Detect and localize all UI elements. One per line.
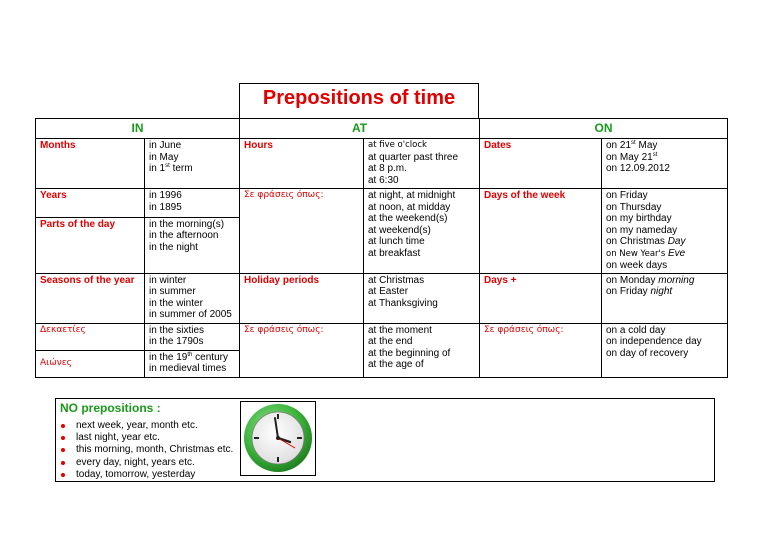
header-at: AT xyxy=(240,119,480,139)
value-line: on Friday xyxy=(606,190,648,201)
value-line: at the beginning of xyxy=(368,347,451,359)
list-item: this morning, month, Christmas etc. xyxy=(60,444,233,456)
value-line: in summer of 2005 xyxy=(149,309,232,320)
value-line: on 21st May xyxy=(606,140,658,151)
dates-label: Dates xyxy=(480,139,602,189)
value-line: in the 1790s xyxy=(149,336,204,347)
value-line: on my nameday xyxy=(606,224,678,236)
value-line: at Easter xyxy=(368,286,409,297)
holidays-values xyxy=(364,273,480,323)
phrases-on-values xyxy=(602,323,728,377)
phrases-on-label: Σε φράσεις όπως: xyxy=(480,323,602,377)
value-line: at breakfast xyxy=(368,247,421,259)
value-line: at noon, at midday xyxy=(368,201,451,213)
value-line: in medieval times xyxy=(149,363,227,374)
hours-values xyxy=(364,139,480,189)
value-line: on Christmas Day xyxy=(606,236,686,247)
header-in: IN xyxy=(36,119,240,139)
value-line: at the age of xyxy=(368,359,424,370)
table-row xyxy=(36,323,728,350)
centuries-values xyxy=(145,350,240,377)
holidays-label: Holiday periods xyxy=(240,273,364,323)
value-line: on 12.09.2012 xyxy=(606,163,670,174)
value-line: in June xyxy=(149,140,182,151)
value-line: in May xyxy=(149,151,179,163)
clock-image-frame xyxy=(240,401,316,476)
parts-of-day-values xyxy=(145,217,240,273)
value-line: at five o'clock xyxy=(368,140,427,150)
page-title: Prepositions of time xyxy=(239,83,479,118)
phrases-at2-values xyxy=(364,323,480,377)
phrases-at-label: Σε φράσεις όπως: xyxy=(240,189,364,274)
bullet-icon xyxy=(61,448,65,452)
years-label: Years xyxy=(36,189,145,218)
days-values xyxy=(602,189,728,274)
value-line: on Thursday xyxy=(606,201,662,213)
days-plus-label: Days + xyxy=(480,273,602,323)
value-line: at Christmas xyxy=(368,274,425,286)
value-line: on Monday morning xyxy=(606,274,695,286)
value-line: in 1895 xyxy=(149,201,182,213)
value-line: on Friday night xyxy=(606,286,673,297)
table-row xyxy=(36,139,728,189)
list-item: last night, year etc. xyxy=(60,432,233,444)
value-line: at Thanksgiving xyxy=(368,297,438,309)
seasons-label: Seasons of the year xyxy=(36,273,145,323)
value-line: at 8 p.m. xyxy=(368,163,407,174)
list-item: next week, year, month etc. xyxy=(60,420,233,432)
days-plus-values xyxy=(602,273,728,323)
clock-icon xyxy=(241,402,315,475)
bullet-icon xyxy=(61,424,65,428)
value-line: in the sixties xyxy=(149,324,205,336)
list-item: today, tomorrow, yesterday xyxy=(60,469,233,481)
no-prepositions-list xyxy=(60,420,233,481)
value-line: in the afternoon xyxy=(149,230,219,242)
value-line: at quarter past three xyxy=(368,151,459,163)
value-line: on New Year's Eve xyxy=(606,247,686,259)
value-line: in the night xyxy=(149,241,198,253)
no-prepositions-title: NO prepositions : xyxy=(60,401,161,415)
phrases-at-values xyxy=(364,189,480,274)
phrases-at2-label: Σε φράσεις όπως: xyxy=(240,323,364,377)
value-line: in the morning(s) xyxy=(149,218,225,230)
value-line: on day of recovery xyxy=(606,347,689,359)
header-on: ON xyxy=(480,119,728,139)
value-line: in winter xyxy=(149,274,187,286)
value-line: on May 21st xyxy=(606,151,658,163)
value-line: at night, at midnight xyxy=(368,190,456,201)
value-line: in the 19th century xyxy=(149,351,228,363)
no-prepositions-box xyxy=(55,398,715,482)
table-row xyxy=(36,189,728,218)
list-item: every day, night, years etc. xyxy=(60,457,233,469)
value-line: at the end xyxy=(368,336,413,347)
value-line: on independence day xyxy=(606,336,702,347)
years-values xyxy=(145,189,240,218)
days-label: Days of the week xyxy=(480,189,602,274)
dates-values xyxy=(602,139,728,189)
value-line: in the winter xyxy=(149,297,203,309)
bullet-icon xyxy=(61,473,65,477)
bullet-icon xyxy=(61,436,65,440)
decades-values xyxy=(145,323,240,350)
hours-label: Hours xyxy=(240,139,364,189)
seasons-values xyxy=(145,273,240,323)
value-line: at 6:30 xyxy=(368,174,399,186)
value-line: on week days xyxy=(606,260,668,271)
value-line: in 1996 xyxy=(149,190,182,201)
value-line: in summer xyxy=(149,286,196,297)
value-line: on my birthday xyxy=(606,213,672,224)
value-line: at weekend(s) xyxy=(368,224,431,236)
months-label: Months xyxy=(36,139,145,189)
table-row xyxy=(36,273,728,323)
value-line: at lunch time xyxy=(368,236,425,247)
value-line: at the moment xyxy=(368,324,432,336)
prepositions-table xyxy=(35,118,728,378)
decades-label: Δεκαετίες xyxy=(36,323,145,350)
header-row xyxy=(36,119,728,139)
value-line: on a cold day xyxy=(606,324,666,336)
centuries-label: Αιώνες xyxy=(36,350,145,377)
parts-of-day-label: Parts of the day xyxy=(36,217,145,273)
months-values xyxy=(145,139,240,189)
value-line: in 1st term xyxy=(149,163,193,174)
value-line: at the weekend(s) xyxy=(368,213,448,224)
bullet-icon xyxy=(61,461,65,465)
